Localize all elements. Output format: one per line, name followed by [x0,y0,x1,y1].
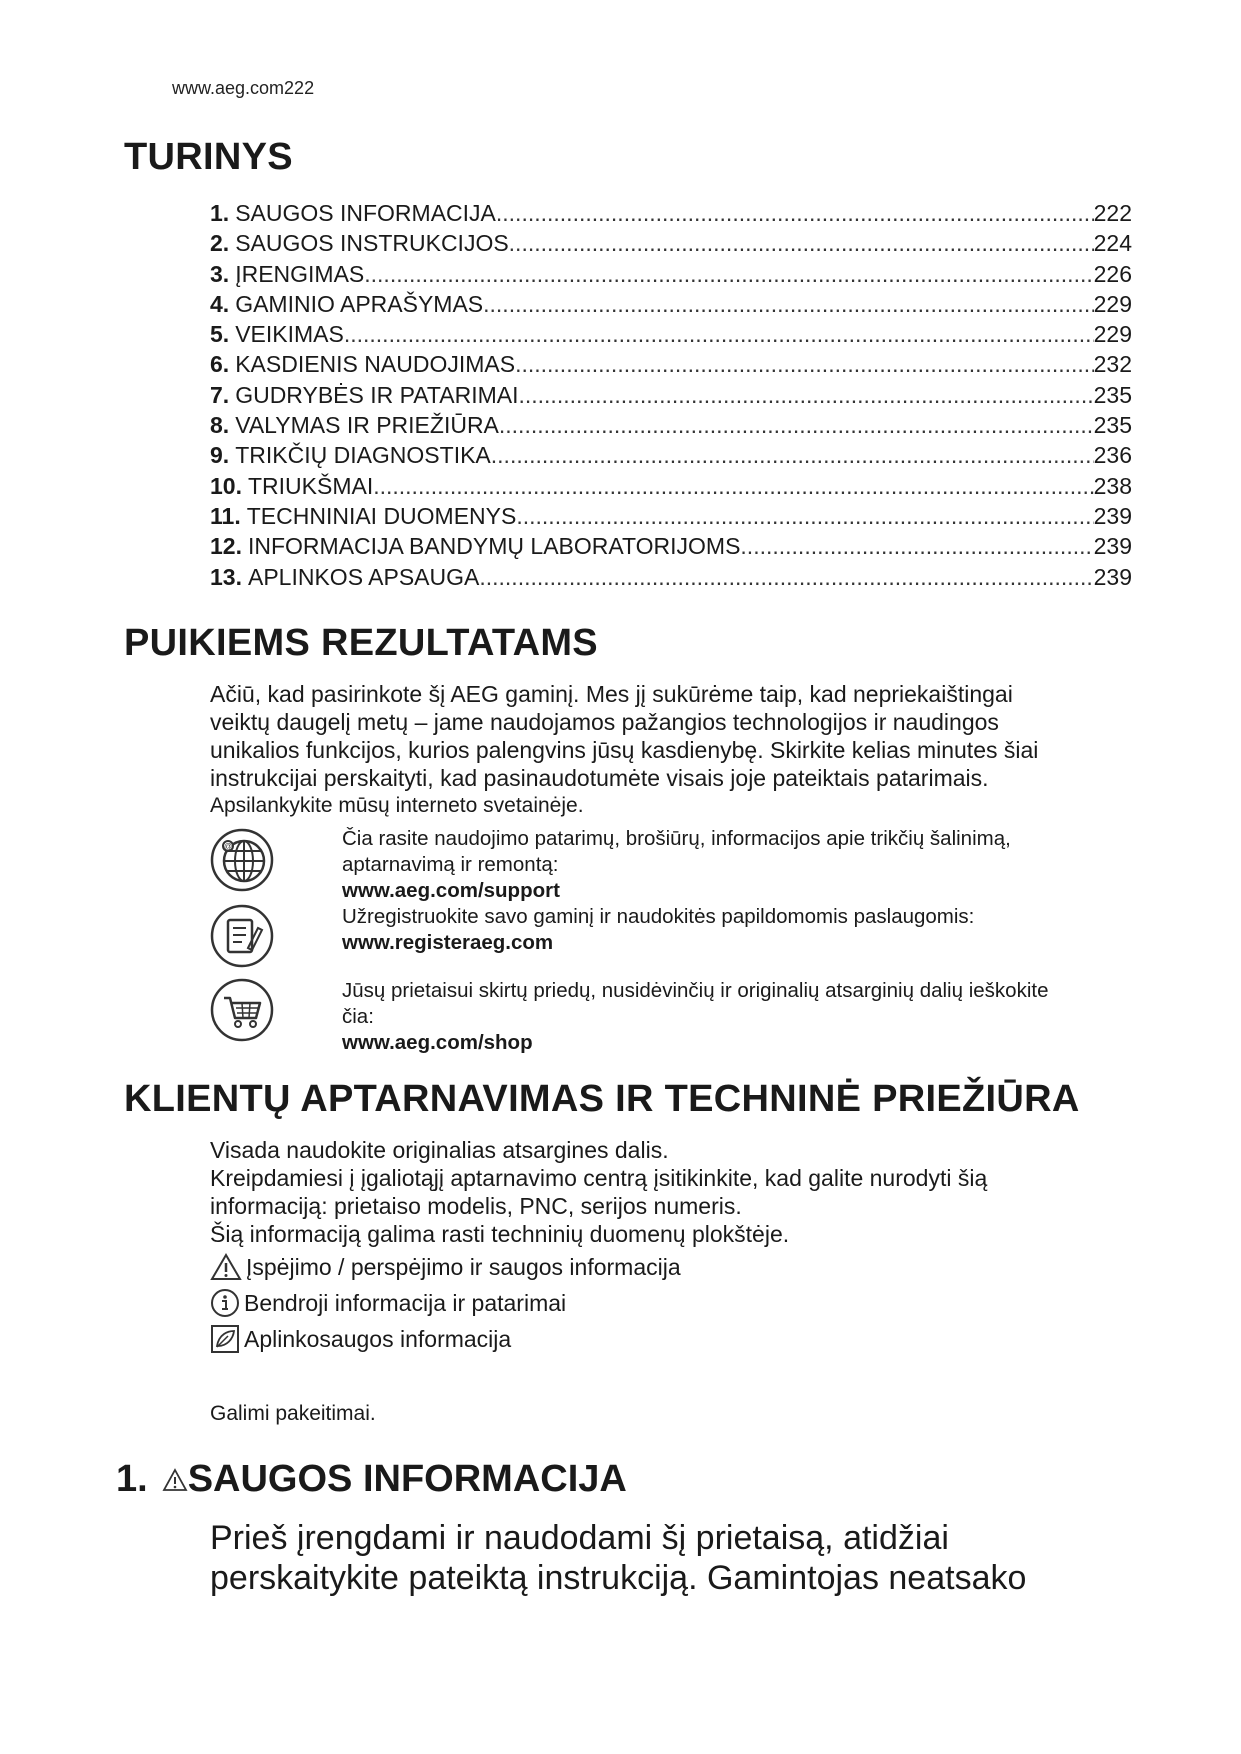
toc-leader-dots [740,531,1093,561]
toc-leader-dots [515,349,1094,379]
service-section-title: KLIENTŲ APTARNAVIMAS IR TECHNINĖ PRIEŽIŪRA [124,1078,1080,1120]
legend-environment [210,1324,511,1354]
toc-leader-dots [499,410,1094,440]
legend-warning [210,1252,681,1282]
toc-row[interactable] [210,501,1132,531]
toc-page-number: 238 [1093,472,1132,499]
toc-leader-dots [491,440,1094,470]
toc-number: 12. [210,533,242,560]
toc-page-number: 239 [1093,533,1132,560]
toc-row[interactable] [210,380,1132,410]
safety-title: SAUGOS INFORMACIJA [187,1458,627,1500]
shop-link[interactable]: www.aeg.com/shop [342,1031,533,1054]
register-service-row [210,904,1130,978]
shop-service-row [210,978,1130,1058]
changes-note: Galimi pakeitimai. [210,1402,376,1425]
toc-number: 10. [210,472,242,499]
toc-leader-dots [516,501,1093,531]
toc-row[interactable] [210,198,1132,228]
service-line: informaciją: prietaiso modelis, PNC, serijos numeris. [210,1193,742,1219]
register-icon [210,904,274,968]
toc-page-number: 235 [1093,412,1132,439]
toc-number: 4. [210,290,230,317]
toc-number: 9. [210,442,230,469]
results-line: veiktų daugelį metų – jame naudojamos pažangios technologijos ir naudingos [210,709,999,735]
toc-row[interactable] [210,440,1132,470]
toc-number: 8. [210,412,230,439]
legend-info-text: Bendroji informacija ir patarimai [244,1290,567,1316]
toc-row[interactable] [210,259,1132,289]
shop-service-line: čia: [342,1005,374,1028]
toc-entry-title: GAMINIO APRAŠYMAS [235,290,484,317]
toc-page-number: 222 [1093,200,1132,226]
toc-row[interactable] [210,562,1132,592]
safety-intro [210,1518,1130,1598]
toc-entry-title: TRIKČIŲ DIAGNOSTIKA [235,442,491,469]
toc-entry-title: INFORMACIJA BANDYMŲ LABORATORIJOMS [247,533,741,560]
service-line: Šią informaciją galima rasti techninių duomenų plokštėje. [210,1221,790,1247]
register-service-text [342,904,974,956]
toc-page-number: 232 [1093,351,1132,378]
toc-leader-dots [518,380,1093,410]
toc-number: 5. [210,321,230,348]
toc-entry-title: APLINKOS APSAUGA [247,563,480,590]
globe-icon [210,828,274,892]
table-of-contents [210,198,1132,592]
toc-entry-title: TRIUKŠMAI [247,472,374,499]
toc-page-number: 226 [1093,260,1132,287]
toc-leader-dots [373,471,1093,501]
safety-line: perskaitykite pateiktą instrukciją. Gamintojas neatsako [210,1559,1027,1597]
toc-entry-title: VEIKIMAS [235,321,344,348]
shopping-cart-icon [210,978,274,1042]
service-line: Kreipdamiesi į įgaliotąjį aptarnavimo centrą įsitikinkite, kad galite nurodyti šią [210,1165,988,1191]
toc-row[interactable] [210,410,1132,440]
toc-row[interactable] [210,349,1132,379]
toc-row[interactable] [210,289,1132,319]
safety-number: 1. [116,1458,148,1500]
toc-number: 11. [210,502,241,529]
toc-number: 1. [210,200,230,226]
info-icon [210,1288,240,1318]
toc-leader-dots [483,289,1093,319]
legend-environment-text: Aplinkosaugos informacija [244,1326,512,1352]
toc-leader-dots [496,198,1094,228]
toc-row[interactable] [210,531,1132,561]
leaf-icon [210,1324,240,1354]
toc-number: 7. [210,381,230,408]
results-intro [210,680,1038,820]
support-service-line: Čia rasite naudojimo patarimų, brošiūrų, informacijos apie trikčių šalinimą, [342,827,1011,850]
toc-row[interactable] [210,228,1132,258]
register-service-line: Užregistruokite savo gaminį ir naudokitės papildomomis paslaugomis: [342,905,975,928]
toc-number: 3. [210,260,230,287]
toc-page-number: 224 [1093,230,1132,257]
warning-icon [210,1253,242,1281]
toc-row[interactable] [210,471,1132,501]
toc-page-number: 239 [1093,563,1132,590]
toc-leader-dots [479,562,1093,592]
results-title: PUIKIEMS REZULTATAMS [124,622,598,664]
support-service-text [342,826,1011,904]
toc-leader-dots [509,228,1094,258]
toc-page-number: 229 [1093,290,1132,317]
support-service-row [210,826,1130,906]
support-link[interactable]: www.aeg.com/support [342,879,560,902]
safety-line: Prieš įrengdami ir naudodami šį prietaisą, atidžiai [210,1519,949,1557]
support-service-line: aptarnavimą ir remontą: [342,853,559,876]
shop-service-text [342,978,1048,1056]
results-line: instrukcijai perskaityti, kad pasinaudotumėte visais joje pateiktais patarimais. [210,765,989,791]
warning-icon [162,1468,188,1492]
toc-entry-title: GUDRYBĖS IR PATARIMAI [235,381,519,408]
toc-entry-title: ĮRENGIMAS [235,260,365,287]
legend-warning-text: Įspėjimo / perspėjimo ir saugos informacija [246,1254,681,1280]
toc-entry-title: TECHNINIAI DUOMENYS [246,502,517,529]
toc-entry-title: SAUGOS INFORMACIJA [235,200,496,226]
toc-number: 13. [210,563,242,590]
toc-entry-title: VALYMAS IR PRIEŽIŪRA [235,412,499,439]
results-line: Apsilankykite mūsų interneto svetainėje. [210,794,584,817]
toc-title: TURINYS [124,136,293,178]
shop-service-line: Jūsų prietaisui skirtų priedų, nusidėvinčių ir originalių atsarginių dalių ieškokite [342,979,1049,1002]
register-link[interactable]: www.registeraeg.com [342,931,554,954]
toc-page-number: 236 [1093,442,1132,469]
toc-leader-dots [364,259,1093,289]
results-line: unikalios funkcijos, kurios palengvins jūsų kasdienybę. Skirkite kelias minutes šiai [210,737,1039,763]
toc-entry-title: SAUGOS INSTRUKCIJOS [235,230,509,257]
toc-page-number: 235 [1093,381,1132,408]
results-line: Ačiū, kad pasirinkote šį AEG gaminį. Mes jį sukūrėme taip, kad nepriekaištingai [210,681,1013,707]
toc-page-number: 239 [1093,502,1132,529]
legend-info [210,1288,566,1318]
toc-page-number: 229 [1093,321,1132,348]
toc-number: 2. [210,230,230,257]
service-line: Visada naudokite originalias atsargines dalis. [210,1137,669,1163]
toc-number: 6. [210,351,230,378]
toc-leader-dots [344,319,1094,349]
service-section-text [210,1136,987,1248]
header-url: www.aeg.com222 [172,78,315,98]
toc-row[interactable] [210,319,1132,349]
toc-entry-title: KASDIENIS NAUDOJIMAS [235,351,516,378]
svg-text:@: @ [223,842,233,851]
safety-heading [116,1458,627,1501]
